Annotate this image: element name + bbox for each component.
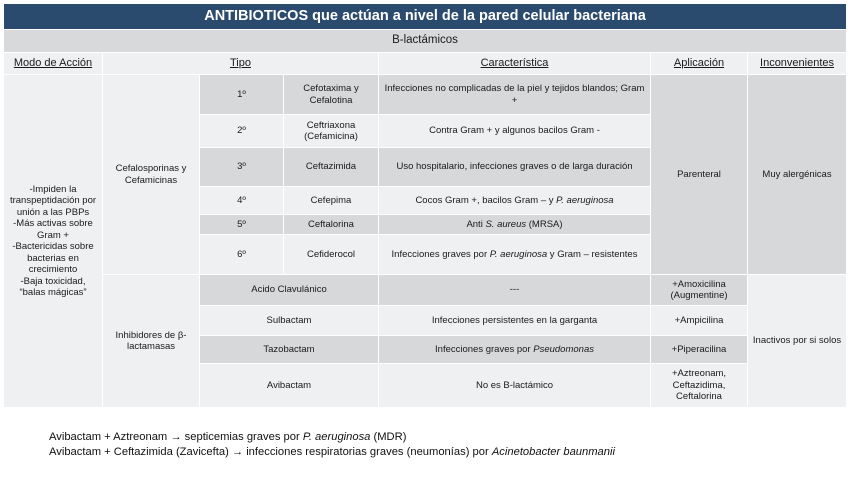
drug-cell: Acido Clavulánico (200, 275, 379, 306)
table-subtitle: B-lactámicos (4, 30, 847, 53)
gen-cell: 4º (200, 187, 284, 215)
char-cell: --- (379, 275, 651, 306)
drug-cell: Avibactam (200, 364, 379, 408)
char-cell (379, 187, 651, 215)
alergenicas-cell: Muy alergénicas (748, 75, 847, 275)
footnotes (49, 430, 615, 460)
char-text: Anti (466, 218, 486, 230)
header-caracteristica: Característica (379, 53, 651, 75)
char-cell: Uso hospitalario, infecciones graves o de larga duración (379, 148, 651, 187)
char-text: Cocos Gram +, bacilos Gram – y (415, 194, 557, 206)
antibiotics-table (3, 3, 847, 408)
char-cell (379, 215, 651, 235)
modo-accion-cell (4, 75, 103, 408)
note-line (49, 430, 615, 445)
gen-cell: 2º (200, 115, 284, 148)
char-cell (379, 235, 651, 275)
header-tipo: Tipo (103, 53, 379, 75)
drug-cell: Cefiderocol (284, 235, 379, 275)
inhibidores-group: Inhibidores de β-lactamasas (103, 275, 200, 408)
gen-cell: 1º (200, 75, 284, 115)
char-cell: Infecciones persistentes en la garganta (379, 306, 651, 336)
drug-cell: Cefotaxima y Cefalotina (284, 75, 379, 115)
char-cell: Contra Gram + y algunos bacilos Gram - (379, 115, 651, 148)
note-italic: Acinetobacter baunmanii (491, 446, 615, 458)
char-text: y Gram – resistentes (547, 248, 638, 260)
drug-cell: Cefepima (284, 187, 379, 215)
inactivos-cell: Inactivos por si solos (748, 275, 847, 408)
header-aplicacion: Aplicación (651, 53, 748, 75)
parenteral-cell: Parenteral (651, 75, 748, 275)
char-italic: P. aeruginosa (556, 194, 614, 206)
app-cell: +Ampicilina (651, 306, 748, 336)
drug-cell: Ceftriaxona (Cefamicina) (284, 115, 379, 148)
char-text: (MRSA) (526, 218, 563, 230)
note-text: (MDR) (370, 431, 407, 443)
app-cell: +Aztreonam, Ceftazidima, Ceftalorina (651, 364, 748, 408)
app-cell: +Amoxicilina (Augmentine) (651, 275, 748, 306)
drug-cell: Ceftazimida (284, 148, 379, 187)
char-italic: P. aeruginosa (489, 248, 548, 260)
header-modo: Modo de Acción (4, 53, 103, 75)
gen-cell: 6º (200, 235, 284, 275)
note-italic: P. aeruginosa (302, 431, 371, 443)
char-cell: Infecciones no complicadas de la piel y tejidos blandos; Gram + (379, 75, 651, 115)
char-italic: S. aureus (485, 218, 527, 230)
drug-cell: Tazobactam (200, 336, 379, 364)
app-cell: +Piperacilina (651, 336, 748, 364)
cefalosporinas-group: Cefalosporinas y Cefamicinas (103, 75, 200, 275)
char-text: Infecciones graves por (391, 248, 490, 260)
gen-cell: 5º (200, 215, 284, 235)
char-cell (379, 336, 651, 364)
note-line (49, 445, 615, 460)
drug-cell: Sulbactam (200, 306, 379, 336)
note-text: Avibactam + Ceftazimida (Zavicefta) → infecciones respiratorias graves (neumonías) por (49, 446, 492, 458)
char-cell: No es B-lactámico (379, 364, 651, 408)
drug-cell: Ceftalorina (284, 215, 379, 235)
char-text: Infecciones graves por (435, 343, 534, 355)
modo-line: -Baja toxicidad, “balas mágicas” (19, 275, 87, 298)
modo-line: -Más activas sobre Gram + (13, 218, 93, 241)
note-text: Avibactam + Aztreonam → septicemias graves por (49, 431, 303, 443)
char-italic: Pseudomonas (533, 343, 594, 355)
header-inconvenientes: Inconvenientes (748, 53, 847, 75)
table-title: ANTIBIOTICOS que actúan a nivel de la pared celular bacteriana (4, 4, 847, 30)
modo-line: -Bactericidas sobre bacterias en crecimiento (12, 241, 94, 275)
modo-line: -Impiden la transpeptidación por unión a las PBPs (9, 183, 97, 218)
gen-cell: 3º (200, 148, 284, 187)
